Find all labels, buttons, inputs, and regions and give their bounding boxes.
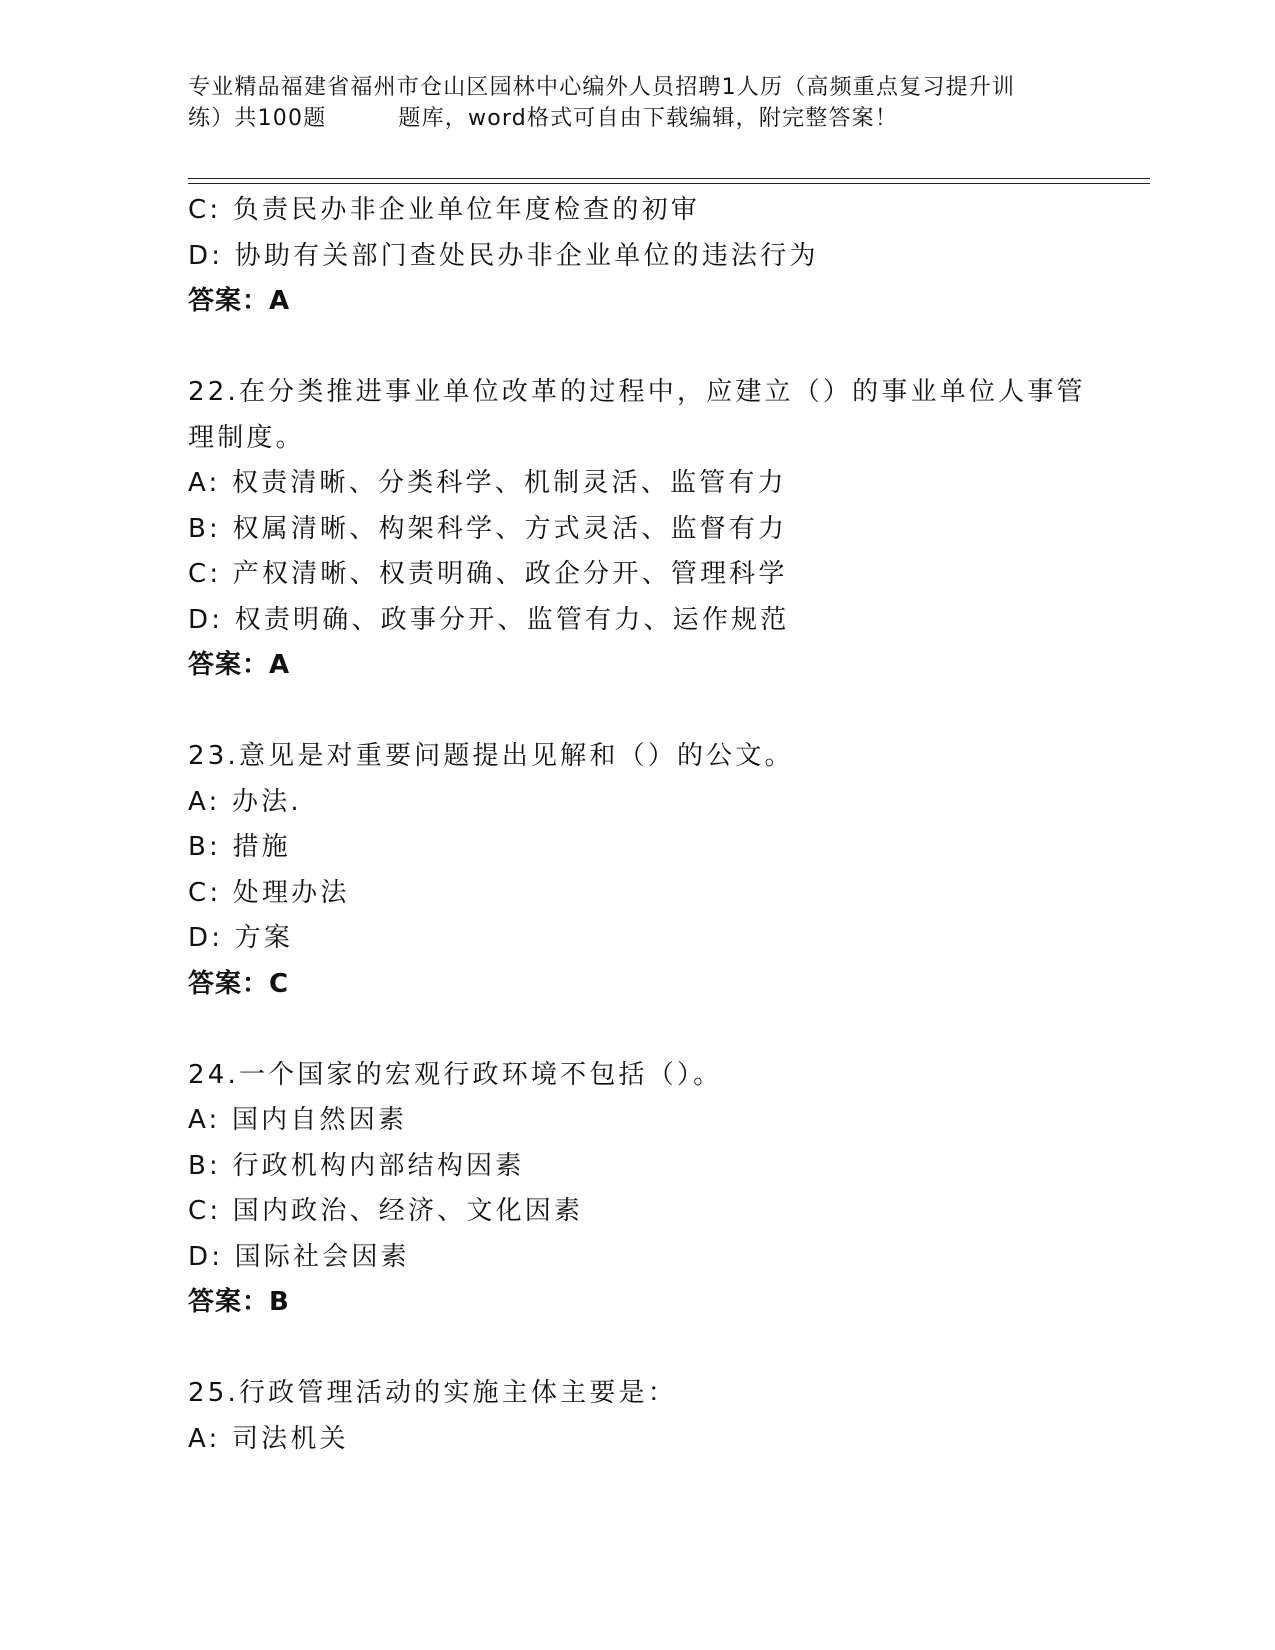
answer: 答案：C <box>188 968 290 999</box>
question-22 <box>188 370 1128 689</box>
question-24 <box>188 1053 1128 1326</box>
option-c: C: 国内政治、经济、文化因素 <box>188 1196 584 1226</box>
answer: 答案：A <box>188 286 291 316</box>
header-line-1: 专业精品福建省福州市仓山区园林中心编外人员招聘1人历（高频重点复习提升训 <box>188 75 1016 100</box>
prev-question <box>188 188 1128 325</box>
question-stem-line: 24.一个国家的宏观行政环境不包括（）。 <box>188 1059 723 1090</box>
option-a: A: 权责清晰、分类科学、机制灵活、监管有力 <box>188 468 787 498</box>
option-c: C: 产权清晰、权责明确、政企分开、管理科学 <box>188 559 788 589</box>
option-d: D: 权责明确、政事分开、监管有力、运作规范 <box>188 604 790 635</box>
header-rule-bottom <box>188 183 1150 184</box>
answer: 答案：A <box>188 650 291 680</box>
option-a: A: 国内自然因素 <box>188 1105 408 1135</box>
option-c: C: 处理办法 <box>188 877 350 908</box>
option-d: D: 方案 <box>188 923 294 953</box>
question-stem-line: 理制度。 <box>188 422 305 453</box>
question-23 <box>188 734 1128 1007</box>
option-a: A: 办法. <box>188 786 302 817</box>
question-stem-line: 22.在分类推进事业单位改革的过程中，应建立（）的事业单位人事管 <box>188 377 1086 407</box>
header-rule-top <box>188 178 1150 179</box>
document-body <box>188 188 1128 1462</box>
option-d: D: 国际社会因素 <box>188 1241 410 1272</box>
option-b: B: 行政机构内部结构因素 <box>188 1150 525 1181</box>
option-c: C: 负责民办非企业单位年度检查的初审 <box>188 195 700 225</box>
option-a: A: 司法机关 <box>188 1423 349 1454</box>
option-d: D: 协助有关部门查处民办非企业单位的违法行为 <box>188 240 819 271</box>
question-25 <box>188 1371 1128 1462</box>
question-stem-line: 23.意见是对重要问题提出见解和（）的公文。 <box>188 741 794 771</box>
page-header <box>188 72 1108 134</box>
header-line-2-part-2: 题库，word格式可自由下载编辑，附完整答案！ <box>398 106 899 131</box>
answer: 答案：B <box>188 1287 290 1317</box>
header-line-2 <box>188 103 1108 134</box>
option-b: B: 措施 <box>188 832 291 862</box>
option-b: B: 权属清晰、构架科学、方式灵活、监督有力 <box>188 513 788 544</box>
header-line-2-part-1: 练）共100题 <box>188 106 327 131</box>
question-stem-line: 25.行政管理活动的实施主体主要是： <box>188 1378 677 1408</box>
